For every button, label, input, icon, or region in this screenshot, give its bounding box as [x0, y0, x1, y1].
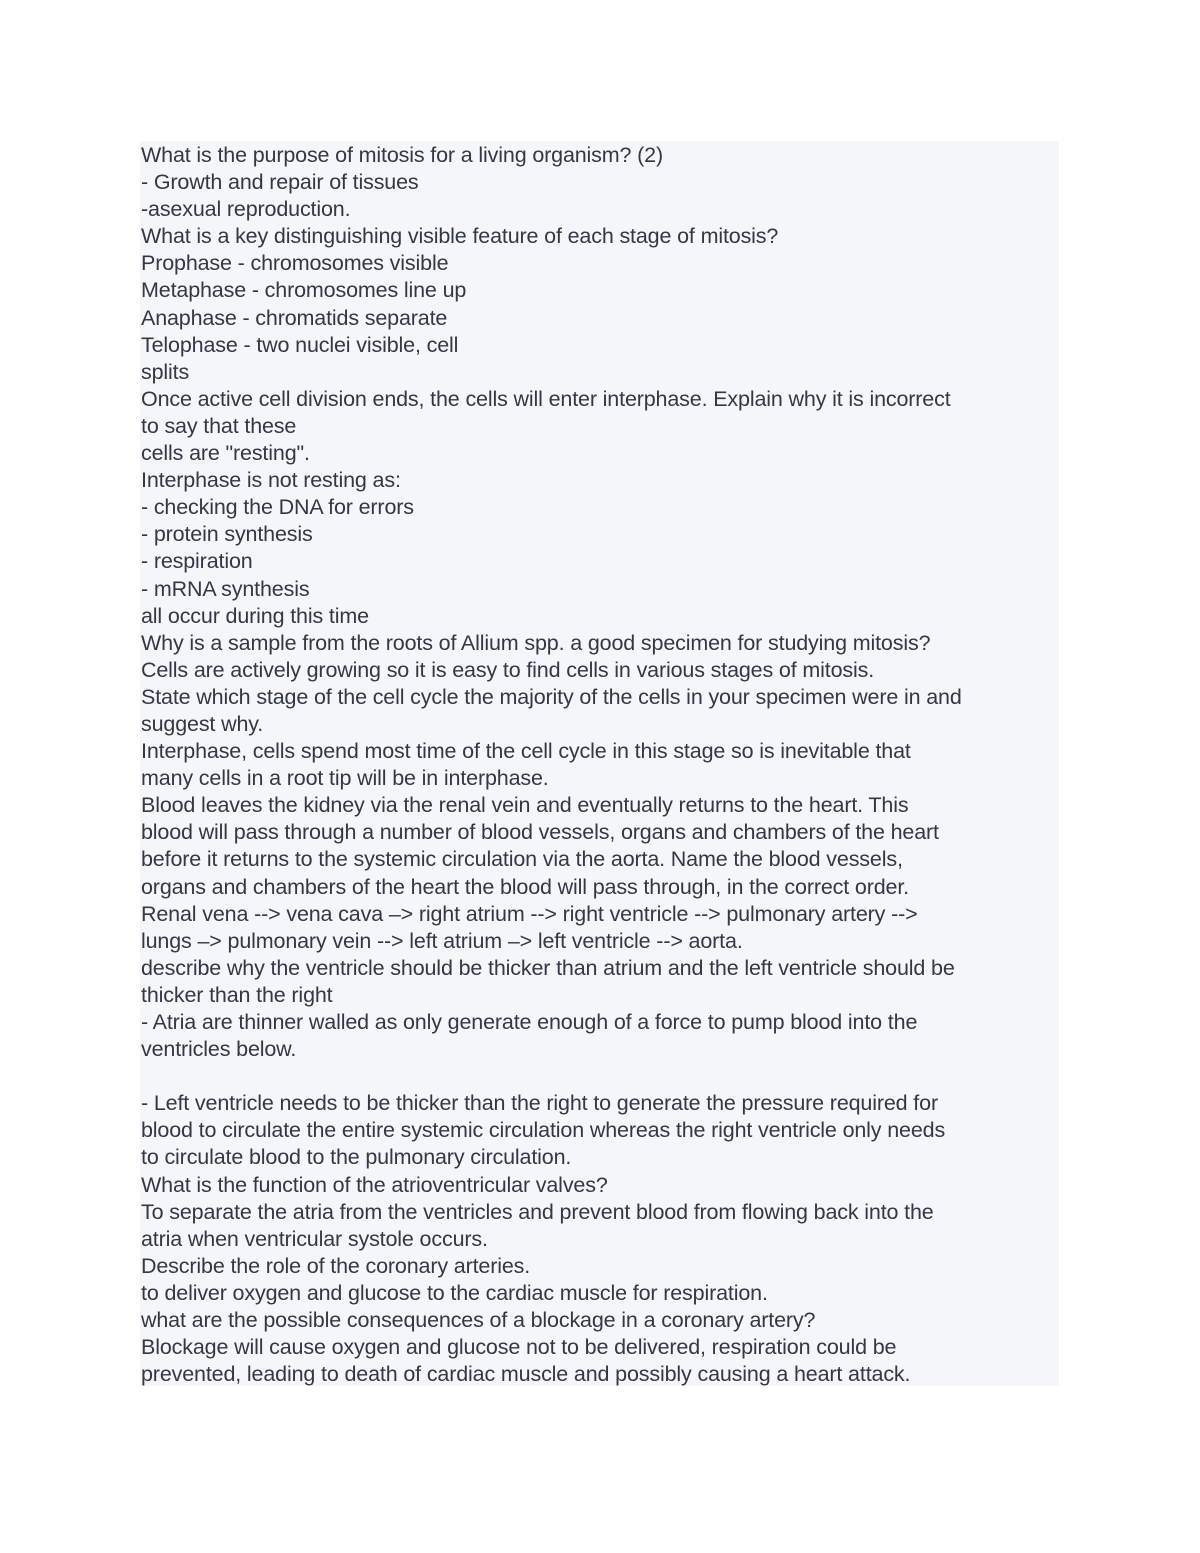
- text-line: - checking the DNA for errors: [141, 495, 414, 520]
- text-line: thicker than the right: [141, 982, 333, 1007]
- text-line: Cells are actively growing so it is easy to find cells in various stages of mitosis.: [141, 657, 875, 682]
- text-line: prevented, leading to death of cardiac muscle and possibly causing a heart attack.: [141, 1362, 911, 1387]
- text-line: Metaphase - chromosomes line up: [141, 278, 467, 303]
- text-line: - Atria are thinner walled as only generate enough of a force to pump blood into the: [141, 1010, 918, 1034]
- notes-text-block: [140, 141, 1059, 1386]
- text-line: blood to circulate the entire systemic circulation whereas the right ventricle only needs: [141, 1118, 946, 1143]
- text-line: Once active cell division ends, the cells will enter interphase. Explain why it is incorrect: [141, 386, 951, 411]
- text-line: describe why the ventricle should be thicker than atrium and the left ventricle should be: [141, 955, 955, 980]
- text-line: Why is a sample from the roots of Allium spp. a good specimen for studying mitosis?: [141, 630, 931, 655]
- text-line: What is a key distinguishing visible feature of each stage of mitosis?: [141, 224, 779, 249]
- text-line: many cells in a root tip will be in interphase.: [141, 766, 549, 791]
- text-line: What is the function of the atrioventricular valves?: [141, 1172, 608, 1197]
- text-line: - Left ventricle needs to be thicker than the right to generate the pressure required for: [141, 1091, 938, 1116]
- text-line: atria when ventricular systole occurs.: [141, 1226, 488, 1251]
- text-line: - protein synthesis: [141, 522, 313, 547]
- text-line: [141, 1063, 1059, 1090]
- text-line: blood will pass through a number of blood vessels, organs and chambers of the heart: [141, 820, 939, 845]
- text-line: Interphase is not resting as:: [141, 468, 401, 493]
- text-line: -asexual reproduction.: [141, 197, 351, 222]
- text-line: Blockage will cause oxygen and glucose not to be delivered, respiration could be: [141, 1335, 897, 1360]
- text-line: Describe the role of the coronary arteries.: [141, 1253, 531, 1278]
- text-line: What is the purpose of mitosis for a living organism? (2): [141, 143, 664, 167]
- text-line: all occur during this time: [141, 603, 369, 628]
- text-line: ventricles below.: [141, 1037, 297, 1062]
- text-line: Interphase, cells spend most time of the cell cycle in this stage so is inevitable that: [141, 739, 911, 764]
- text-line: before it returns to the systemic circulation via the aorta. Name the blood vessels,: [141, 847, 903, 872]
- text-line: Telophase - two nuclei visible, cell: [141, 332, 459, 357]
- text-line: suggest why.: [141, 711, 264, 736]
- text-line: organs and chambers of the heart the blood will pass through, in the correct order.: [141, 874, 909, 899]
- text-line: - Growth and repair of tissues: [141, 170, 419, 195]
- text-line: to say that these: [141, 413, 297, 438]
- text-line: Prophase - chromosomes visible: [141, 251, 449, 276]
- text-line: Blood leaves the kidney via the renal vein and eventually returns to the heart. This: [141, 793, 909, 818]
- text-line: what are the possible consequences of a blockage in a coronary artery?: [141, 1308, 816, 1333]
- text-line: To separate the atria from the ventricles and prevent blood from flowing back into the: [141, 1199, 934, 1224]
- text-line: splits: [141, 359, 190, 384]
- text-line: to circulate blood to the pulmonary circulation.: [141, 1145, 572, 1170]
- text-line: cells are "resting".: [141, 441, 310, 466]
- text-line: Anaphase - chromatids separate: [141, 305, 448, 330]
- text-line: - respiration: [141, 549, 253, 574]
- text-line: - mRNA synthesis: [141, 576, 310, 601]
- text-line: lungs –> pulmonary vein --> left atrium –> left ventricle --> aorta.: [141, 928, 743, 953]
- text-line: Renal vena --> vena cava –> right atrium --> right ventricle --> pulmonary artery -->: [141, 901, 918, 926]
- text-line: State which stage of the cell cycle the majority of the cells in your specimen were in and: [141, 684, 962, 709]
- text-line: to deliver oxygen and glucose to the cardiac muscle for respiration.: [141, 1280, 768, 1305]
